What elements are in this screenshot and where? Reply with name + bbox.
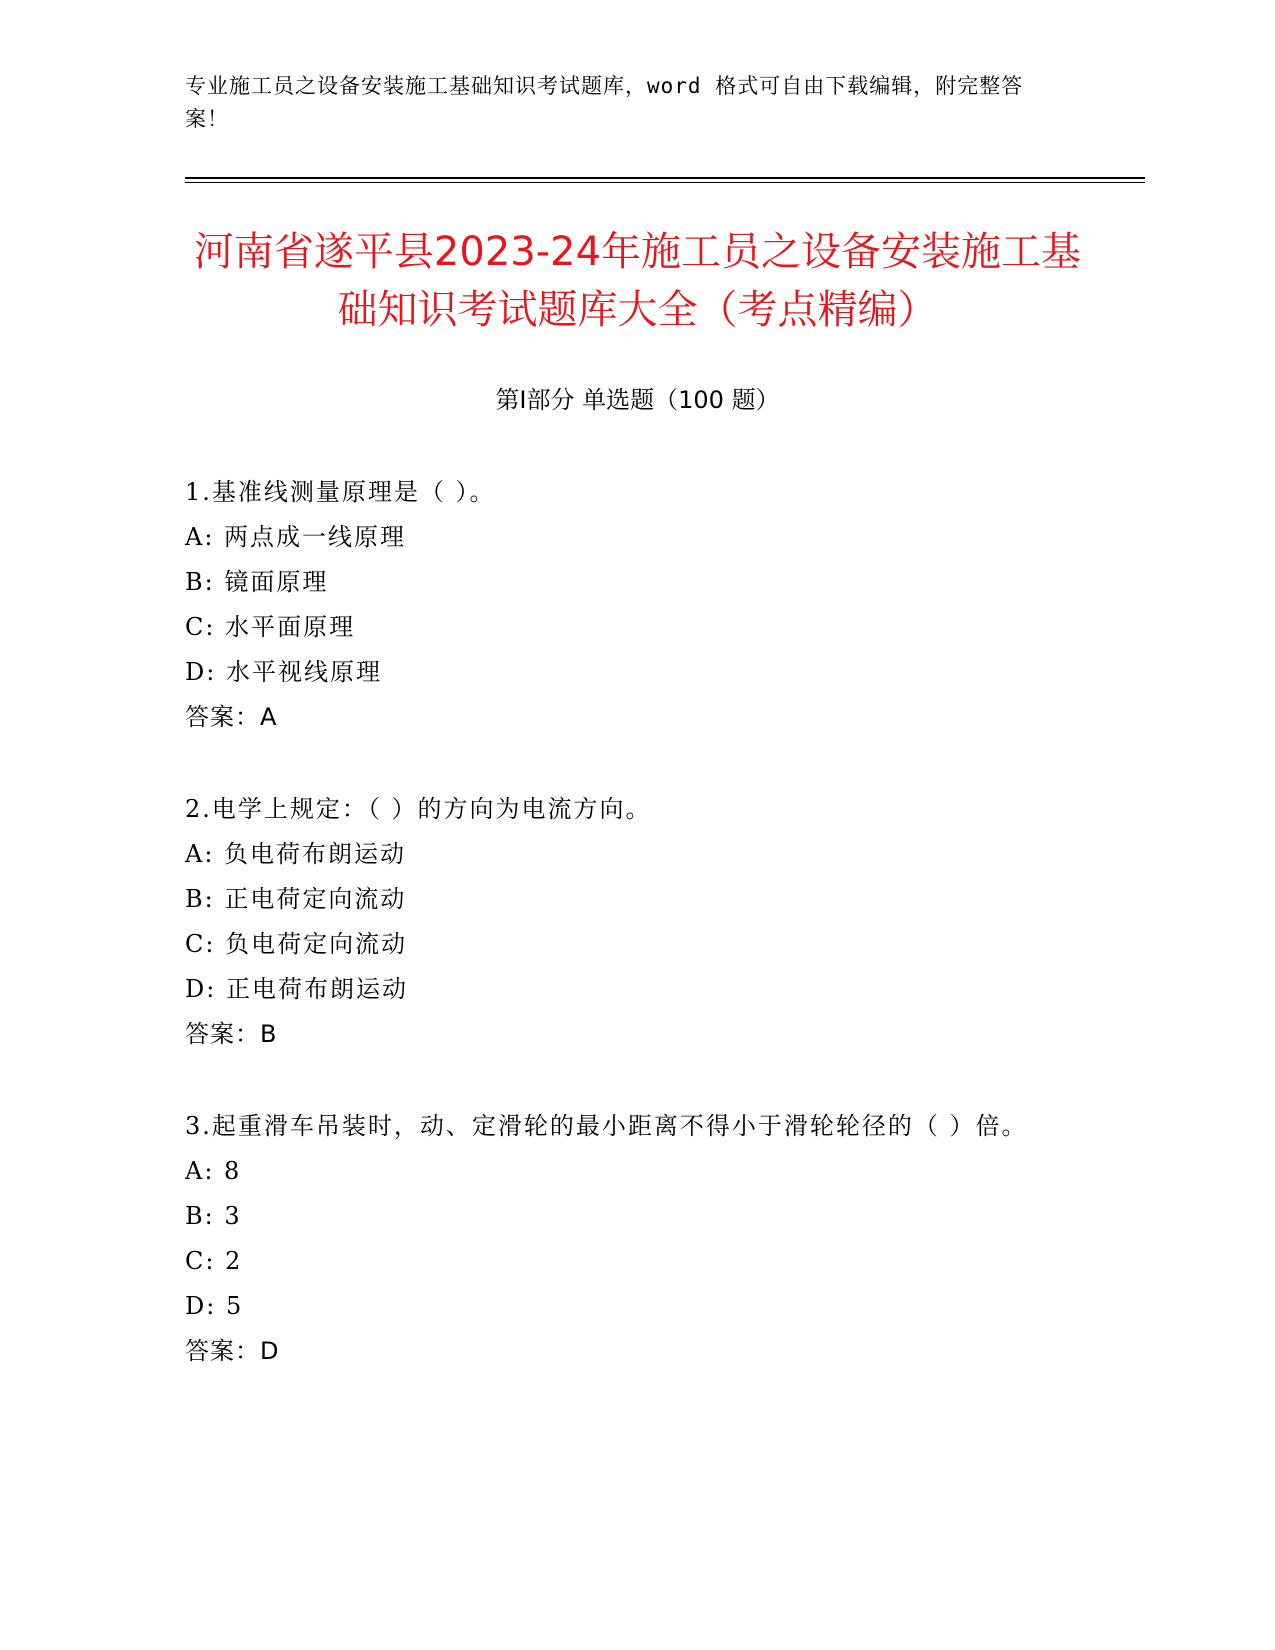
option-b: B: 3 bbox=[185, 1202, 242, 1230]
question-3 bbox=[185, 1104, 1065, 1374]
question-2 bbox=[185, 787, 1065, 1057]
option-b: B: 正电荷定向流动 bbox=[185, 885, 407, 913]
option-c: C: 负电荷定向流动 bbox=[185, 930, 408, 958]
option-a: A: 两点成一线原理 bbox=[185, 523, 407, 551]
option-a: A: 8 bbox=[185, 1157, 242, 1185]
option-c: C: 水平面原理 bbox=[185, 613, 356, 641]
option-a: A: 负电荷布朗运动 bbox=[185, 840, 407, 868]
option-b: B: 镜面原理 bbox=[185, 568, 329, 596]
question-stem: 2.电学上规定：（ ）的方向为电流方向。 bbox=[185, 795, 652, 823]
answer: 答案：B bbox=[185, 1020, 278, 1048]
header-note: 专业施工员之设备安装施工基础知识考试题库，word 格式可自由下载编辑，附完整答案！ bbox=[185, 74, 1024, 131]
header-divider-thick bbox=[185, 177, 1145, 179]
answer: 答案：A bbox=[185, 703, 278, 731]
option-d: D: 正电荷布朗运动 bbox=[185, 975, 408, 1003]
question-stem: 3.起重滑车吊装时，动、定滑轮的最小距离不得小于滑轮轮径的（ ）倍。 bbox=[185, 1112, 1028, 1140]
section-title: 第Ⅰ部分 单选题（100 题） bbox=[495, 386, 780, 414]
header-divider-thin bbox=[185, 182, 1145, 183]
option-d: D: 水平视线原理 bbox=[185, 658, 382, 686]
option-c: C: 2 bbox=[185, 1247, 243, 1275]
question-1 bbox=[185, 470, 1065, 740]
question-stem: 1.基准线测量原理是（ ）。 bbox=[185, 478, 496, 506]
answer: 答案：D bbox=[185, 1337, 280, 1365]
option-d: D: 5 bbox=[185, 1292, 244, 1320]
document-title: 河南省遂平县2023-24年施工员之设备安装施工基础知识考试题库大全（考点精编） bbox=[193, 229, 1082, 333]
